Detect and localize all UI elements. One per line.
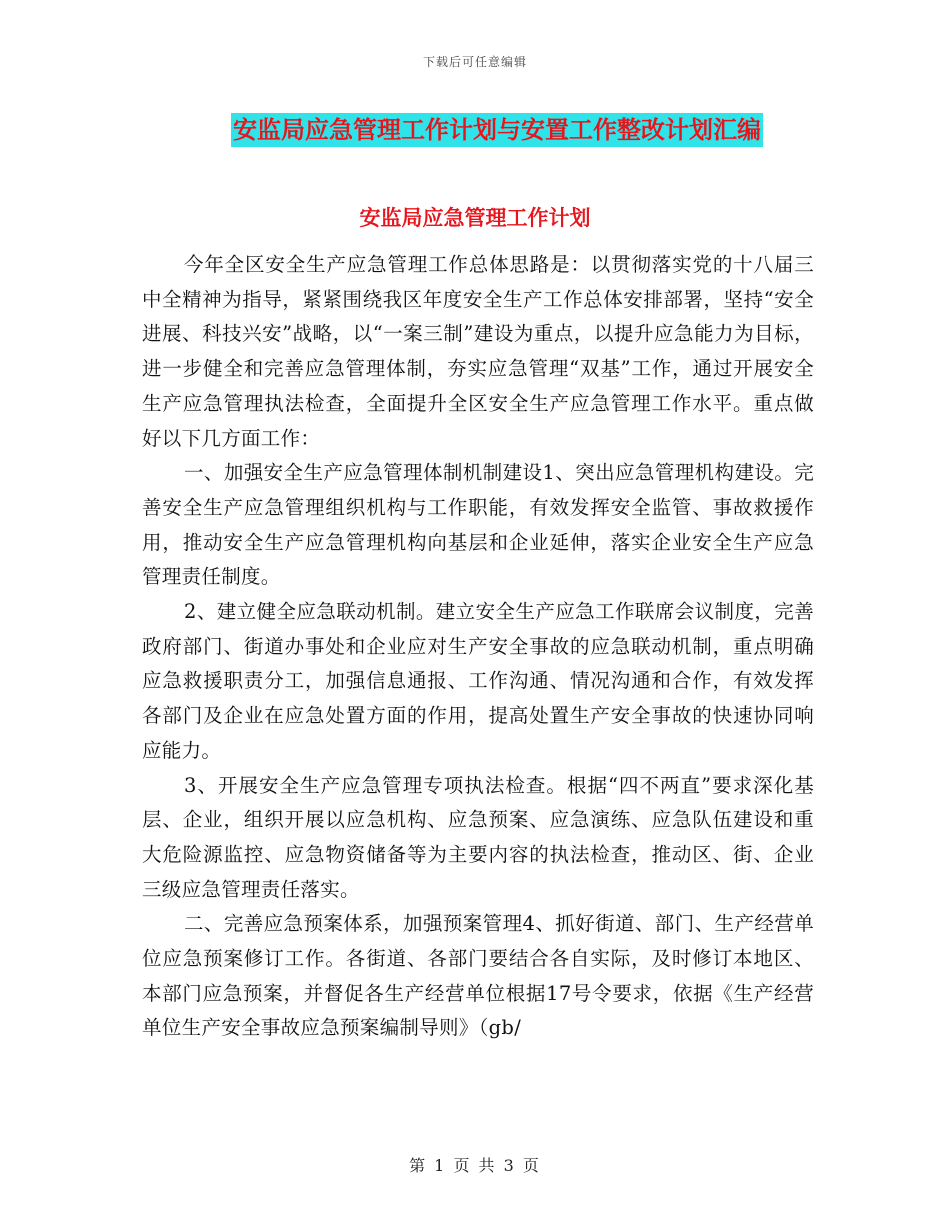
paragraph-section-two: 二、完善应急预案体系，加强预案管理4、抓好街道、部门、生产经营单位应急预案修订工作。各街道、各部门要结合各自实际，及时修订本地区、本部门应急预案，并督促各生产经营单位根据17号令要求，依据《生产经营单位生产安全事故应急预案编制导则》（gb/: [142, 912, 814, 1040]
paragraph-section-one: 一、加强安全生产应急管理体制机制建设1、突出应急管理机构建设。完善安全生产应急管理组织机构与工作职能，有效发挥安全监管、事故救援作用，推动安全生产应急管理机构向基层和企业延伸，落实企业安全生产应急管理责任制度。: [142, 461, 814, 589]
paragraph-item-three: 3、开展安全生产应急管理专项执法检查。根据“四不两直”要求深化基层、企业，组织开展以应急机构、应急预案、应急演练、应急队伍建设和重大危险源监控、应急物资储备等为主要内容的执法检查，推动区、街、企业三级应急管理责任落实。: [142, 773, 814, 901]
paragraph-item-two: 2、建立健全应急联动机制。建立安全生产应急工作联席会议制度，完善政府部门、街道办事处和企业应对生产安全事故的应急联动机制，重点明确应急救援职责分工，加强信息通报、工作沟通、情况沟通和合作，有效发挥各部门及企业在应急处置方面的作用，提高处置生产安全事故的快速协同响应能力。: [142, 600, 814, 762]
paragraph-intro: 今年全区安全生产应急管理工作总体思路是：以贯彻落实党的十八届三中全精神为指导，紧紧围绕我区年度安全生产工作总体安排部署，坚持“安全进展、科技兴安”战略，以“一案三制”建设为重点，以提升应急能力为目标，进一步健全和完善应急管理体制，夯实应急管理“双基”工作，通过开展安全生产应急管理执法检查，全面提升全区安全生产应急管理工作水平。重点做好以下几方面工作：: [142, 253, 814, 450]
main-title-container: [0, 113, 950, 147]
page-header-note: 下载后可任意编辑: [422, 55, 527, 69]
section-title: 安监局应急管理工作计划: [359, 206, 591, 230]
document-main-title: 安监局应急管理工作计划与安置工作整改计划汇编: [231, 113, 763, 147]
document-body: [142, 248, 814, 1046]
page-number-footer: 第 1 页 共 3 页: [409, 1156, 541, 1175]
